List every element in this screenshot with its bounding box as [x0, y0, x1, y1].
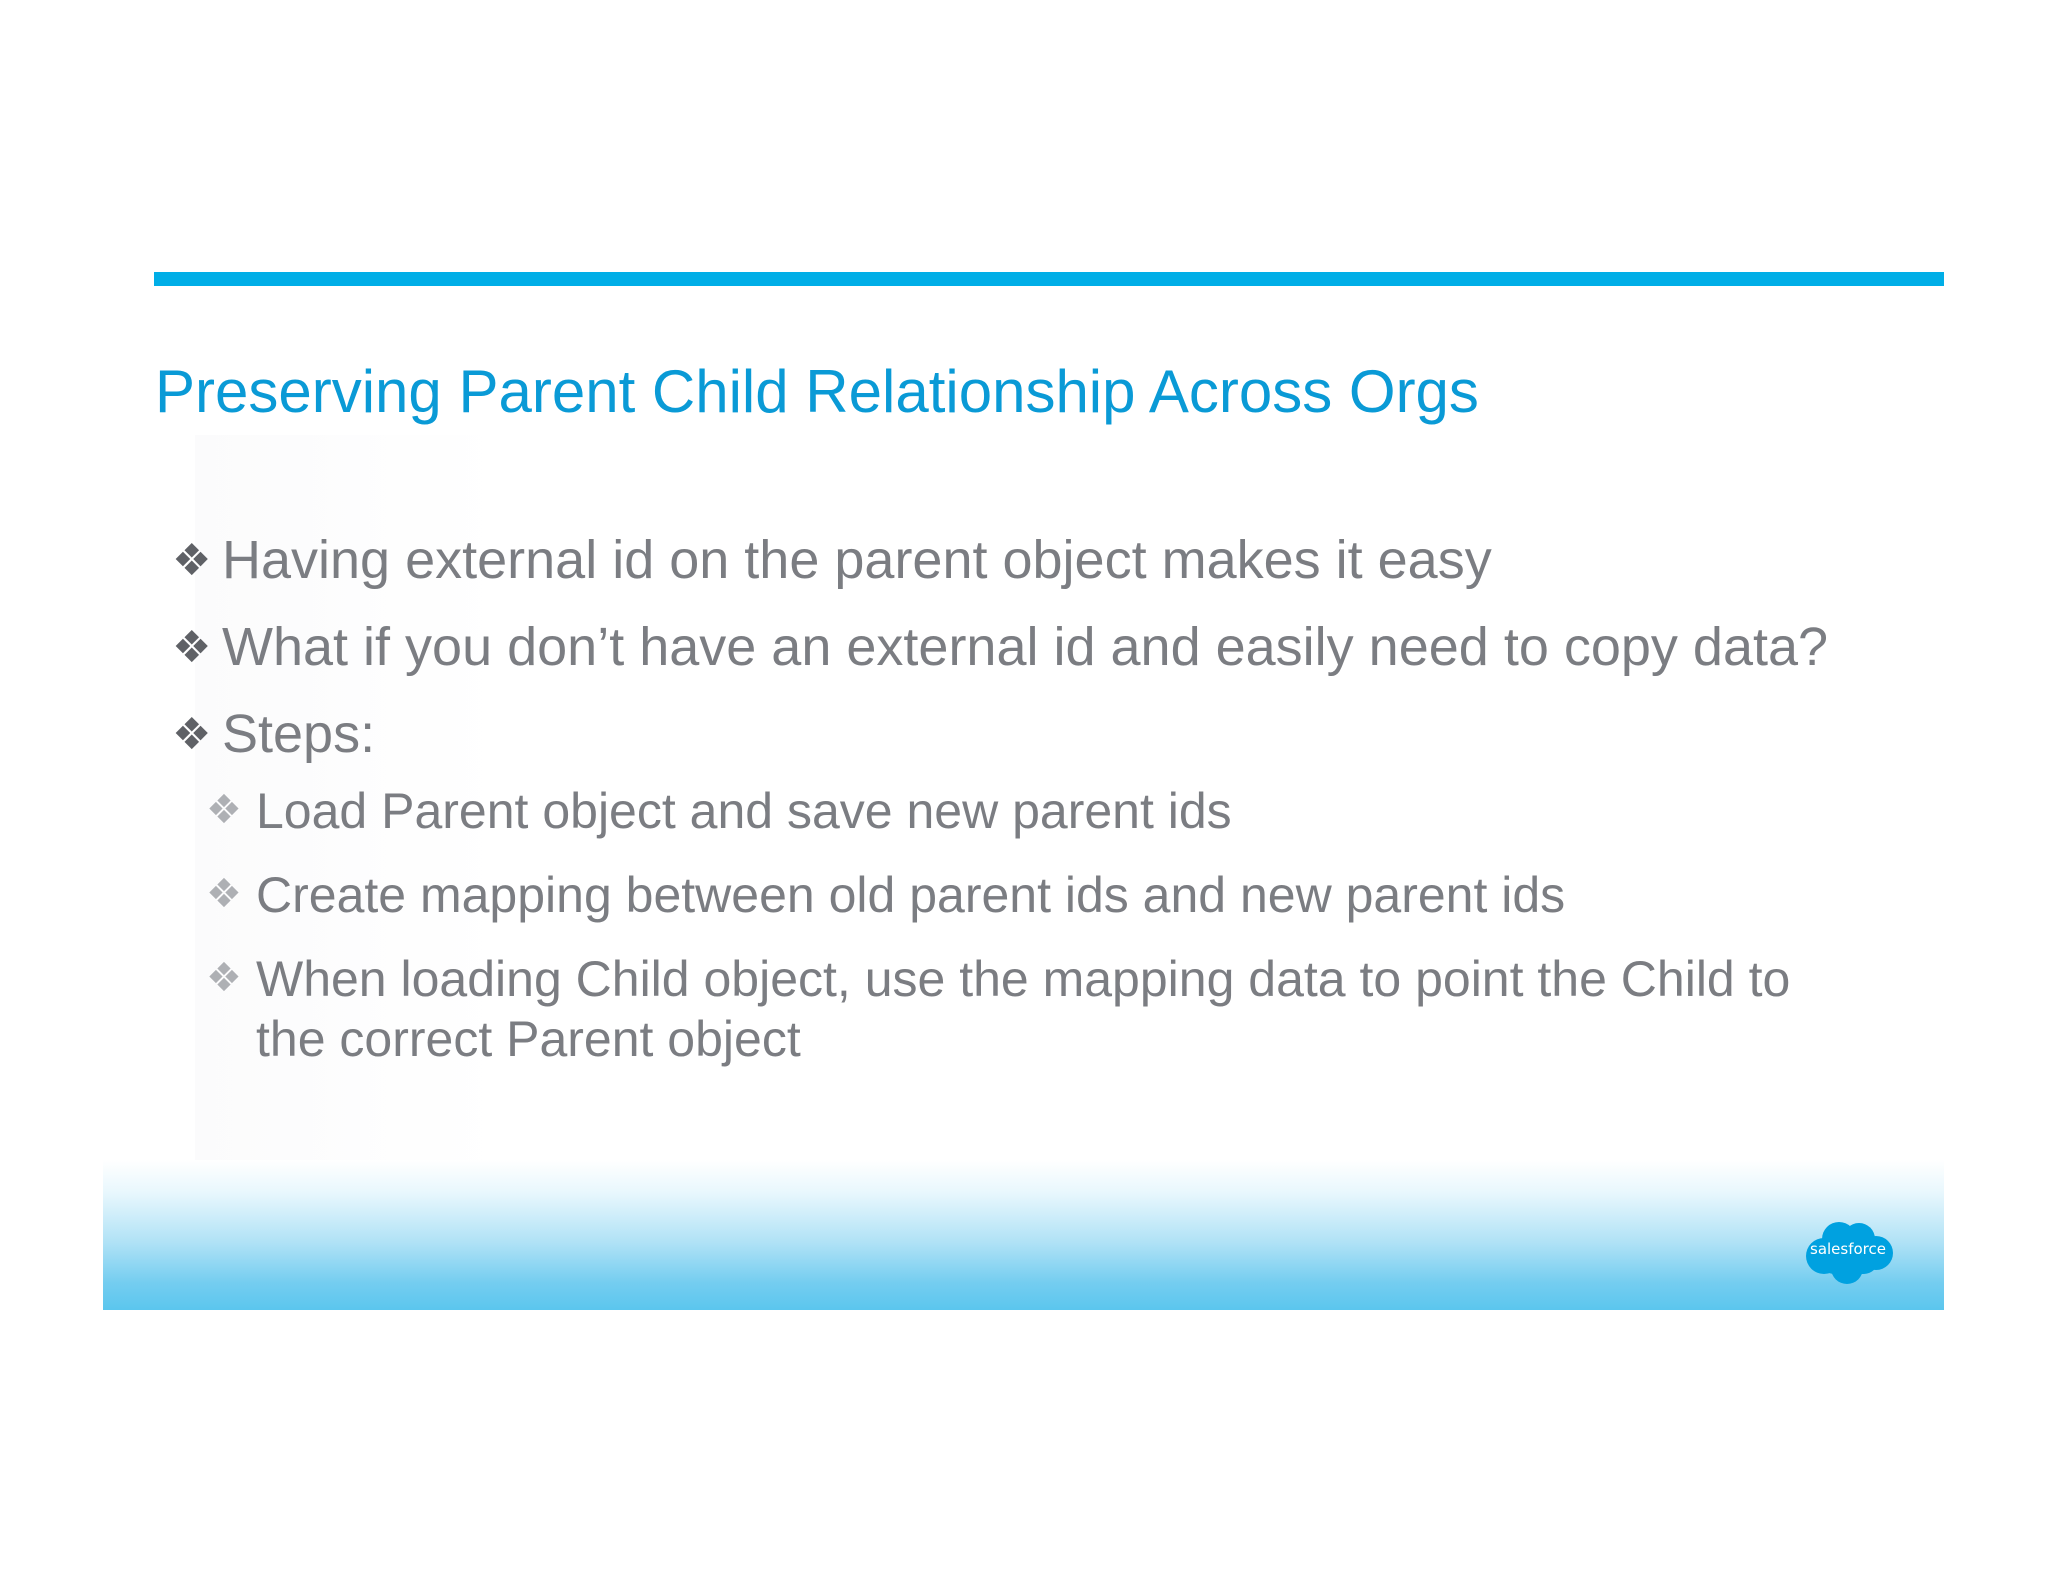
bullet-steps — [172, 694, 1912, 774]
bullet-list — [172, 520, 1912, 1093]
sub-bullet-text: When loading Child object, use the mapping data to point the Child to the correct Parent object — [256, 951, 1791, 1067]
diamond-subbullet-icon: ❖ — [206, 787, 242, 833]
bullet-text: Steps: — [222, 704, 376, 764]
diamond-subbullet-icon: ❖ — [206, 871, 242, 917]
diamond-subbullet-icon: ❖ — [206, 955, 242, 1001]
slide-title: Preserving Parent Child Relationship Across Orgs — [155, 358, 1479, 425]
logo-wordmark: salesforce — [1810, 1240, 1886, 1258]
bullet-text: What if you don’t have an external id and easily need to copy data? — [222, 617, 1829, 677]
bullet-no-external-id — [172, 607, 1912, 687]
diamond-bullet-icon: ❖ — [172, 535, 212, 586]
sub-bullet-load-child — [206, 949, 1846, 1069]
sub-bullet-load-parent — [206, 781, 1846, 841]
bullet-external-id — [172, 520, 1912, 600]
bullet-text: Having external id on the parent object makes it easy — [222, 530, 1492, 590]
sub-bullet-text: Create mapping between old parent ids and new parent ids — [256, 867, 1566, 923]
title-accent-rule — [154, 272, 1944, 286]
diamond-bullet-icon: ❖ — [172, 709, 212, 760]
salesforce-logo — [1800, 1216, 1896, 1286]
diamond-bullet-icon: ❖ — [172, 622, 212, 673]
sub-bullet-text: Load Parent object and save new parent ids — [256, 783, 1232, 839]
footer-gradient-band — [103, 1160, 1944, 1310]
sub-bullet-create-mapping — [206, 865, 1846, 925]
